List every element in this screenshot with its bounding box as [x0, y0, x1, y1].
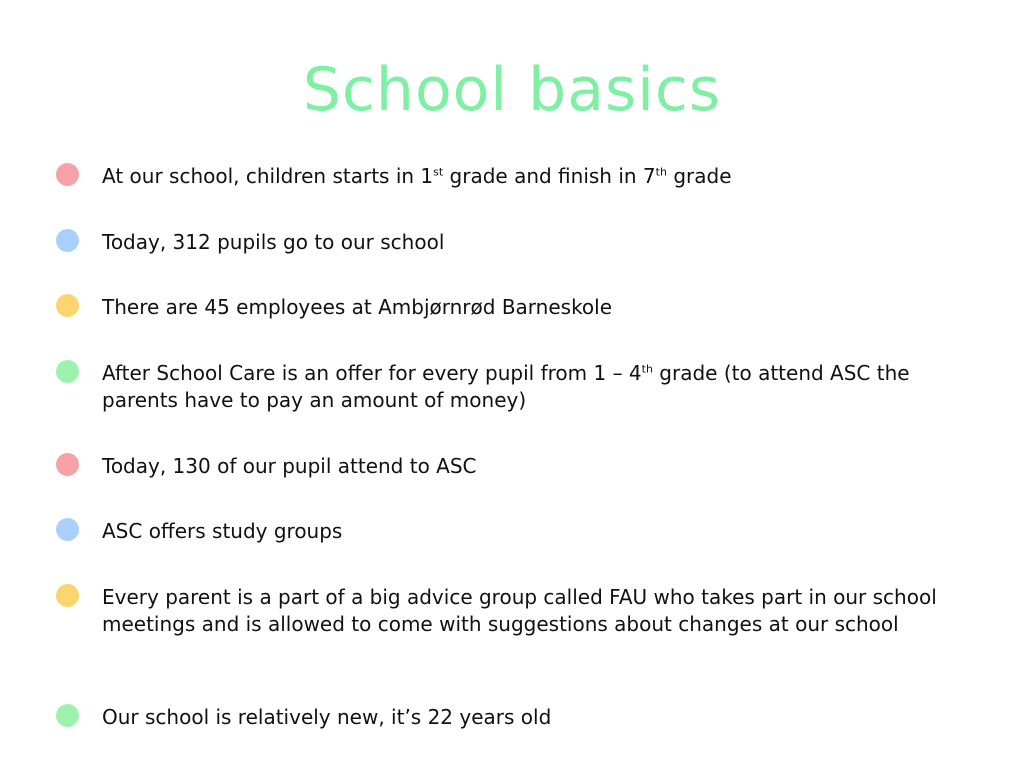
bullet-item: [102, 704, 982, 731]
bullet-item: [102, 518, 982, 545]
bullet-item: [102, 360, 982, 414]
bullet-dot-icon: [56, 704, 79, 727]
bullet-text: At our school, children starts in 1st grade and finish in 7th grade: [102, 164, 732, 188]
bullet-dot-icon: [56, 584, 79, 607]
bullet-dot-icon: [56, 294, 79, 317]
bullet-text: Today, 130 of our pupil attend to ASC: [102, 454, 477, 478]
bullet-dot-icon: [56, 518, 79, 541]
bullet-text: Today, 312 pupils go to our school: [102, 230, 445, 254]
bullet-text: ASC offers study groups: [102, 519, 343, 543]
bullet-text: After School Care is an offer for every pupil from 1 – 4th grade (to attend ASC the parents have to pay an amount of money): [102, 361, 910, 412]
slide-title: School basics: [302, 55, 722, 125]
bullet-item: [102, 294, 982, 321]
bullet-item: [102, 163, 982, 190]
bullet-dot-icon: [56, 360, 79, 383]
bullet-dot-icon: [56, 453, 79, 476]
bullet-text: Our school is relatively new, it’s 22 years old: [102, 705, 552, 729]
bullet-item: [102, 229, 982, 256]
bullet-dot-icon: [56, 229, 79, 252]
bullet-item: [102, 453, 982, 480]
bullet-text: There are 45 employees at Ambjørnrød Barneskole: [102, 295, 613, 319]
bullet-dot-icon: [56, 163, 79, 186]
bullet-text: Every parent is a part of a big advice group called FAU who takes part in our school meetings and is allowed to come with suggestions about changes at our school: [102, 585, 937, 636]
bullet-item: [102, 584, 982, 638]
